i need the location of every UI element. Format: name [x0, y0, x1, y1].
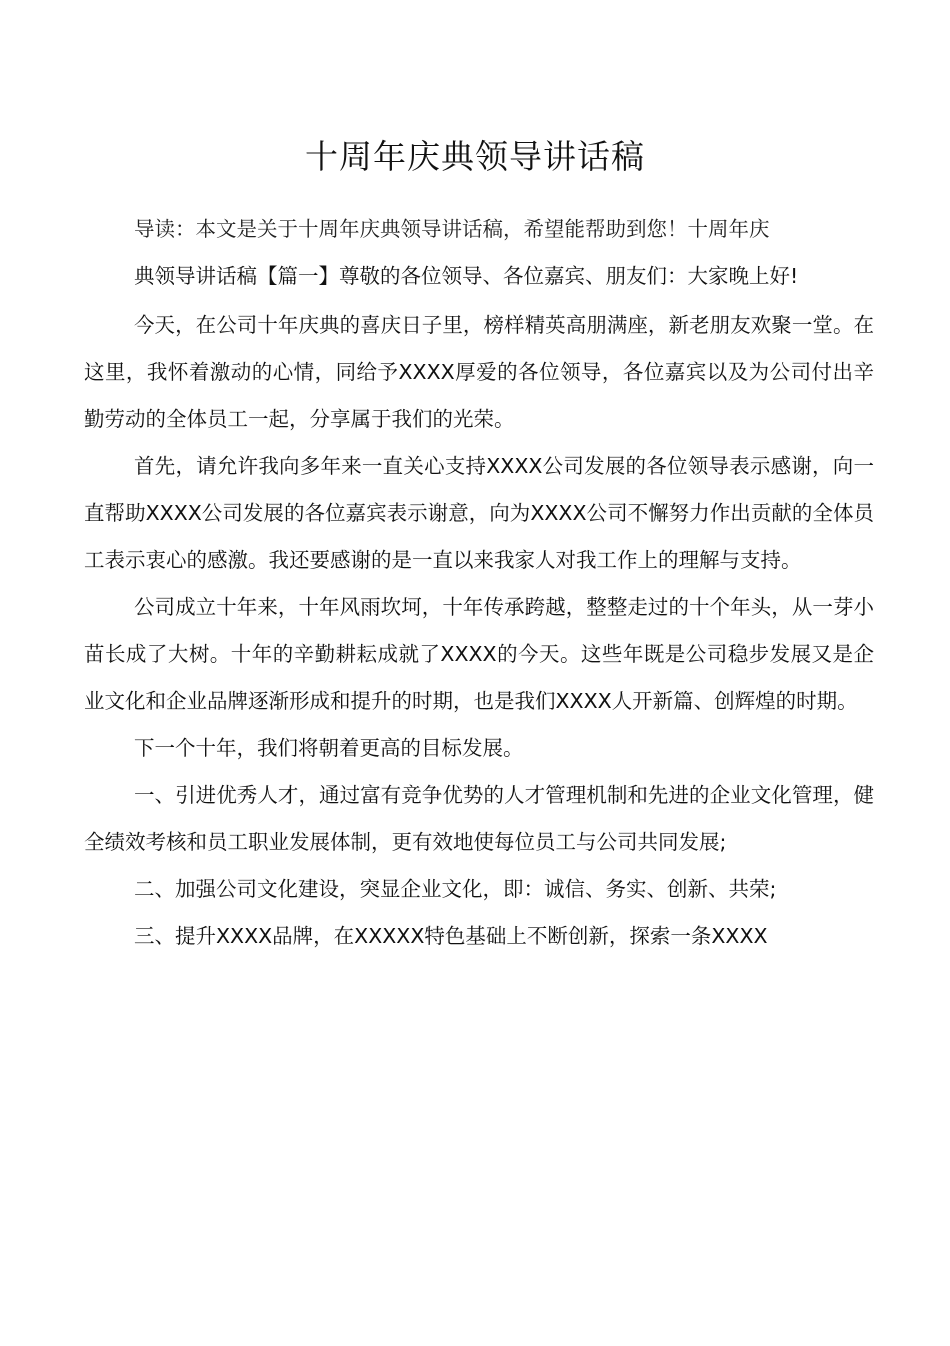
document-title: 十周年庆典领导讲话稿	[305, 137, 645, 176]
paragraph: 下一个十年，我们将朝着更高的目标发展。	[134, 736, 524, 760]
paragraph: 三、提升XXXX品牌，在XXXXX特色基础上不断创新，探索一条XXXX	[134, 924, 768, 948]
intro-line-1: 导读：本文是关于十周年庆典领导讲话稿，希望能帮助到您！十周年庆	[134, 217, 770, 241]
intro-line-2: 典领导讲话稿【篇一】尊敬的各位领导、各位嘉宾、朋友们：大家晚上好!	[134, 264, 799, 288]
paragraph: 二、加强公司文化建设，突显企业文化，即：诚信、务实、创新、共荣;	[134, 877, 777, 901]
document-body	[84, 302, 874, 960]
paragraph: 公司成立十年来，十年风雨坎坷，十年传承跨越，整整走过的十个年头，从一芽小苗长成了大树。十年的辛勤耕耘成就了XXXX的今天。这些年既是公司稳步发展又是企业文化和企业品牌逐渐形成和提升的时期，也是我们XXXX人开新篇、创辉煌的时期。	[84, 595, 874, 713]
paragraph: 一、引进优秀人才，通过富有竞争优势的人才管理机制和先进的企业文化管理，健全绩效考核和员工职业发展体制，更有效地使每位员工与公司共同发展;	[84, 783, 874, 854]
paragraph: 今天，在公司十年庆典的喜庆日子里，榜样精英高朋满座，新老朋友欢聚一堂。在这里，我怀着激动的心情，同给予XXXX厚爱的各位领导，各位嘉宾以及为公司付出辛勤劳动的全体员工一起，分享属于我们的光荣。	[84, 313, 874, 431]
paragraph: 首先，请允许我向多年来一直关心支持XXXX公司发展的各位领导表示感谢，向一直帮助XXXX公司发展的各位嘉宾表示谢意，向为XXXX公司不懈努力作出贡献的全体员工表示衷心的感激。我还要感谢的是一直以来我家人对我工作上的理解与支持。	[84, 454, 874, 572]
